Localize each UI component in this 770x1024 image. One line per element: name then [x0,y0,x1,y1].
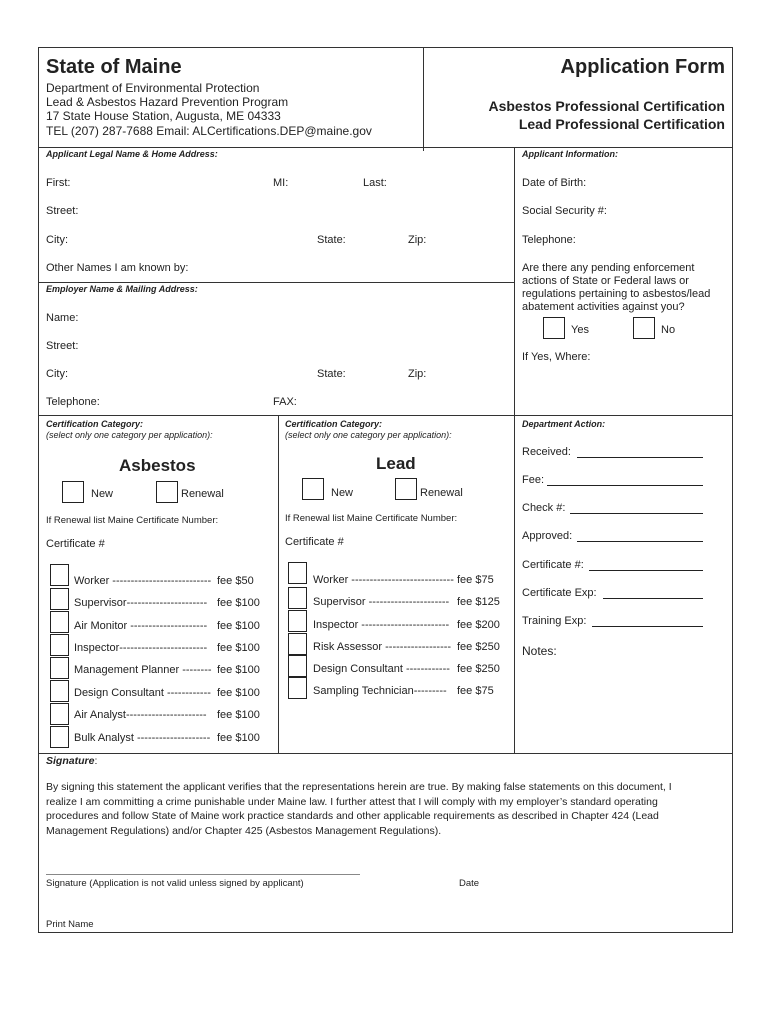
asbestos-design-consultant-checkbox[interactable] [50,680,69,702]
lead-category-hint: (select only one category per application): [285,430,452,440]
lead-risk-assessor-label: Risk Assessor ------------------ [313,641,452,653]
training-exp-field[interactable]: Training Exp: [522,615,587,627]
asbestos-new-checkbox[interactable] [62,481,84,503]
statement-line: By signing this statement the applicant verifies that the representations herein are true. By making false statements on this document, I [46,781,672,793]
employer-zip-field[interactable]: Zip: [408,368,427,380]
asbestos-heading: Asbestos [119,456,196,475]
asbestos-air-monitor-fee: fee $100 [217,620,260,632]
yes-label: Yes [571,324,589,336]
enforcement-no-checkbox[interactable] [633,317,655,339]
notes-label: Notes: [522,644,557,658]
lead-inspector-fee: fee $200 [457,619,500,631]
lead-new-label: New [331,487,354,499]
asbestos-air-analyst-fee: fee $100 [217,709,260,721]
statement-line: Management Regulations) and/or Chapter 425 (Asbestos Management Regulations). [46,824,442,837]
enforcement-question: actions of State or Federal laws or [522,275,689,287]
lead-sampling-technician-checkbox[interactable] [288,677,307,699]
check-number-field[interactable]: Check #: [522,502,566,514]
asbestos-worker-checkbox[interactable] [50,564,69,586]
cert-title-asbestos: Asbestos Professional Certification [488,98,725,114]
asbestos-air-analyst-checkbox[interactable] [50,703,69,725]
asbestos-air-analyst-label: Air Analyst---------------------- [74,709,207,721]
lead-design-consultant-fee: fee $250 [457,663,500,675]
asbestos-design-consultant-label: Design Consultant ------------ [74,687,211,699]
last-name-field[interactable]: Last: [363,177,387,189]
applicant-section-title: Applicant Legal Name & Home Address: [46,149,218,159]
fee-field[interactable]: Fee: [522,474,545,486]
asbestos-lead-divider [278,415,279,753]
asbestos-bulk-analyst-label: Bulk Analyst -------------------- [74,732,211,744]
approved-line [577,541,703,542]
asbestos-inspector-checkbox[interactable] [50,634,69,656]
lead-renewal-note: If Renewal list Maine Certificate Number: [285,513,458,524]
applicant-telephone-field[interactable]: Telephone: [522,234,576,246]
lead-renewal-checkbox[interactable] [395,478,417,500]
certification-top-line [38,415,733,416]
asbestos-management-planner-checkbox[interactable] [50,657,69,679]
lead-renewal-label: Renewal [420,487,463,499]
lead-new-checkbox[interactable] [302,478,324,500]
asbestos-inspector-label: Inspector------------------------ [74,642,208,654]
asbestos-air-monitor-checkbox[interactable] [50,611,69,633]
asbestos-certificate-field[interactable]: Certificate # [46,538,105,550]
asbestos-worker-fee: fee $50 [217,575,254,587]
certificate-exp-line [603,598,703,599]
asbestos-management-planner-fee: fee $100 [217,664,260,676]
home-state-field[interactable]: State: [317,234,346,246]
employer-state-field[interactable]: State: [317,368,346,380]
dept-certificate-line [589,570,703,571]
signature-heading: Signature [46,755,95,767]
fee-line [547,485,703,486]
lead-category-title: Certification Category: [285,419,383,429]
signature-statement [46,780,728,838]
employer-street-field[interactable]: Street: [46,340,79,352]
lead-supervisor-checkbox[interactable] [288,587,307,609]
home-street-field[interactable]: Street: [46,205,79,217]
date-label: Date [459,878,480,889]
received-line [577,457,703,458]
home-zip-field[interactable]: Zip: [408,234,427,246]
statement-line: procedures and follow State of Maine work practice standards and other applicable requirements as described in Chapter 424 (Lead [46,810,659,822]
first-name-field[interactable]: First: [46,177,71,189]
lead-worker-label: Worker ---------------------------- [313,574,454,586]
employer-fax-field[interactable]: FAX: [273,396,297,408]
signature-line[interactable] [46,874,360,875]
ssn-field[interactable]: Social Security #: [522,205,607,217]
enforcement-yes-checkbox[interactable] [543,317,565,339]
asbestos-category-hint: (select only one category per application): [46,430,213,440]
enforcement-question: abatement activities against you? [522,301,685,313]
check-number-line [570,513,703,514]
enforcement-question: regulations pertaining to asbestos/lead [522,288,711,300]
lead-inspector-label: Inspector ------------------------ [313,619,450,631]
employer-name-field[interactable]: Name: [46,312,79,324]
employer-top-line [38,282,514,283]
dept-certificate-field[interactable]: Certificate #: [522,559,584,571]
asbestos-renewal-note: If Renewal list Maine Certificate Number: [46,515,219,526]
asbestos-renewal-label: Renewal [181,488,224,500]
statement-line: realize I am committing a crime punishable under Maine law. I further attest that I will comply with my employer’s standard operating [46,795,658,808]
asbestos-renewal-checkbox[interactable] [156,481,178,503]
print-name-label[interactable]: Print Name [46,919,94,930]
dept-name: Department of Environmental Protection [46,81,260,95]
lead-certificate-field[interactable]: Certificate # [285,536,344,548]
training-exp-line [592,626,703,627]
state-title: State of Maine [46,56,182,78]
dob-field[interactable]: Date of Birth: [522,177,587,189]
no-label: No [661,324,676,336]
signature-section-title [46,755,97,767]
asbestos-inspector-fee: fee $100 [217,642,260,654]
lead-sampling-technician-label: Sampling Technician--------- [313,685,447,697]
asbestos-bulk-analyst-fee: fee $100 [217,732,260,744]
enforcement-question: Are there any pending enforcement [522,262,695,274]
asbestos-management-planner-label: Management Planner -------- [74,664,212,676]
employer-section-title: Employer Name & Mailing Address: [46,284,198,294]
department-action-title: Department Action: [522,419,606,429]
right-column-divider [514,147,515,753]
home-city-field[interactable]: City: [46,234,68,246]
employer-telephone-field[interactable]: Telephone: [46,396,100,408]
lead-worker-fee: fee $75 [457,574,494,586]
lead-supervisor-label: Supervisor ---------------------- [313,596,450,608]
approved-field[interactable]: Approved: [522,530,573,542]
signature-top-line [38,753,733,754]
signature-label: Signature (Application is not valid unless signed by applicant) [46,878,304,889]
lead-inspector-checkbox[interactable] [288,610,307,632]
lead-risk-assessor-checkbox[interactable] [288,633,307,655]
header-bottom-line [38,147,733,148]
asbestos-supervisor-fee: fee $100 [217,597,260,609]
asbestos-worker-label: Worker --------------------------- [74,575,212,587]
asbestos-supervisor-label: Supervisor---------------------- [74,597,208,609]
asbestos-category-title: Certification Category: [46,419,144,429]
other-names-field[interactable]: Other Names I am known by: [46,262,189,274]
dept-contact: TEL (207) 287-7688 Email: ALCertifications.DEP@maine.gov [46,124,372,138]
lead-supervisor-fee: fee $125 [457,596,500,608]
asbestos-design-consultant-fee: fee $100 [217,687,260,699]
certificate-exp-field[interactable]: Certificate Exp: [522,587,597,599]
asbestos-bulk-analyst-checkbox[interactable] [50,726,69,748]
lead-worker-checkbox[interactable] [288,562,307,584]
lead-design-consultant-checkbox[interactable] [288,655,307,677]
program-name: Lead & Asbestos Hazard Prevention Program [46,95,289,109]
middle-initial-field[interactable]: MI: [273,177,289,189]
employer-city-field[interactable]: City: [46,368,68,380]
header-divider [423,47,424,151]
if-yes-where-field[interactable]: If Yes, Where: [522,351,591,363]
form-title: Application Form [560,56,725,78]
cert-title-lead: Lead Professional Certification [518,116,725,132]
lead-design-consultant-label: Design Consultant ------------ [313,663,450,675]
asbestos-supervisor-checkbox[interactable] [50,588,69,610]
applicant-info-section-title: Applicant Information: [522,149,618,159]
lead-risk-assessor-fee: fee $250 [457,641,500,653]
asbestos-air-monitor-label: Air Monitor --------------------- [74,620,208,632]
signature-heading-colon: : [94,755,98,767]
asbestos-new-label: New [91,488,114,500]
dept-address: 17 State House Station, Augusta, ME 04333 [46,109,281,123]
lead-sampling-technician-fee: fee $75 [457,685,494,697]
received-field[interactable]: Received: [522,446,571,458]
lead-heading: Lead [376,454,416,473]
